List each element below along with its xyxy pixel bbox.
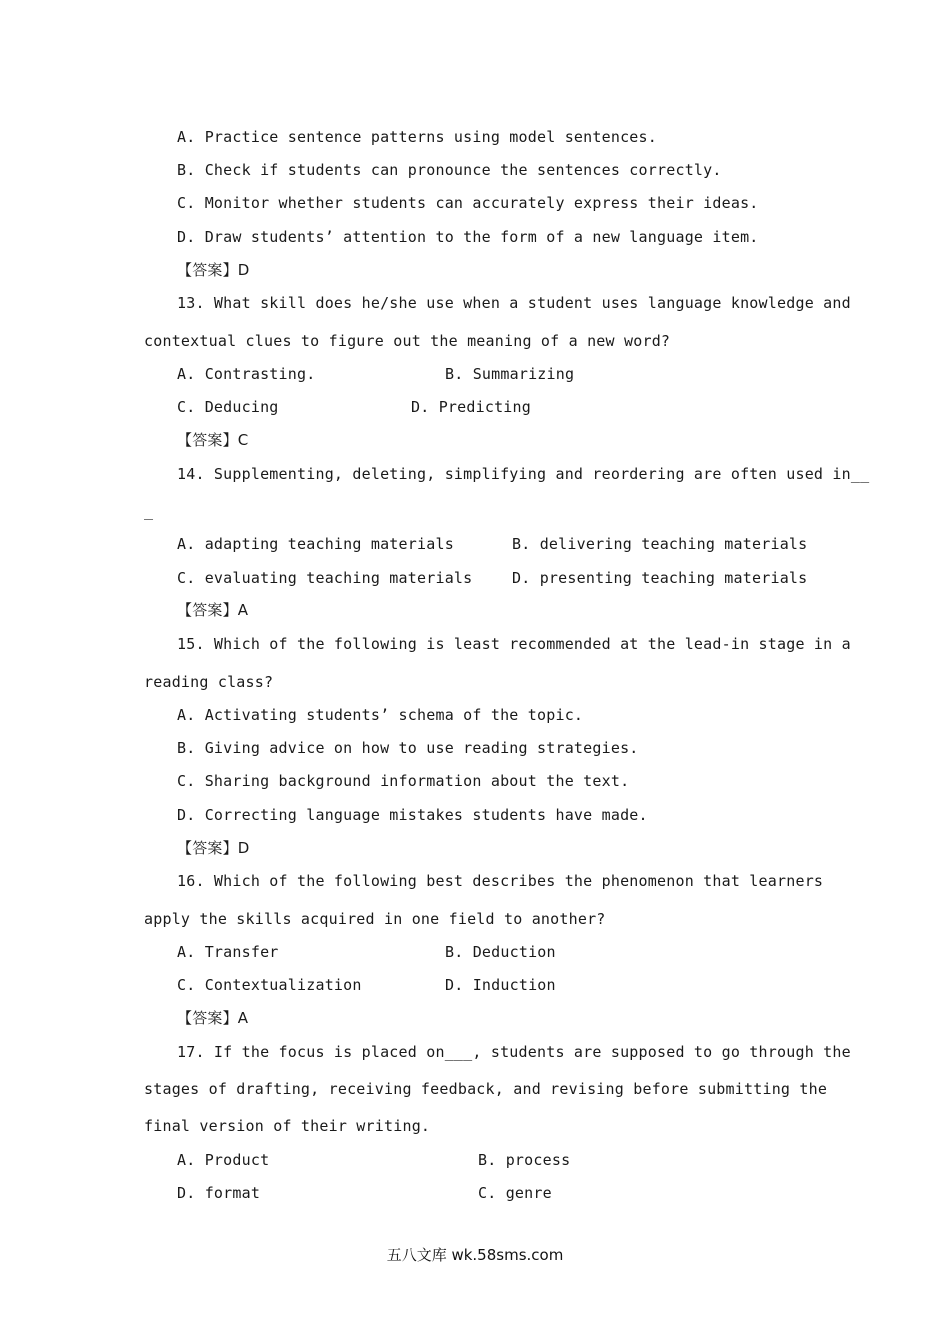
q17-stem-line3: final version of their writing. bbox=[144, 1117, 431, 1135]
q15-option-a: A. Activating students’ schema of the topic. bbox=[177, 706, 584, 724]
q15-option-c: C. Sharing background information about the text. bbox=[177, 772, 630, 790]
q15-stem-line2: reading class? bbox=[144, 673, 274, 691]
q15-answer: 【答案】D bbox=[177, 839, 250, 857]
q17-stem-line2: stages of drafting, receiving feedback, and revising before submitting the bbox=[144, 1080, 828, 1098]
q16-stem-line1: 16. Which of the following best describes the phenomenon that learners bbox=[177, 872, 824, 890]
q12-option-d: D. Draw students’ attention to the form of a new language item. bbox=[177, 228, 759, 246]
q13-option-b: B. Summarizing bbox=[445, 365, 575, 383]
q17-option-b: B. process bbox=[478, 1151, 571, 1169]
q13-option-c: C. Deducing bbox=[177, 398, 279, 416]
q16-stem-line2: apply the skills acquired in one field to another? bbox=[144, 910, 606, 928]
q12-option-c: C. Monitor whether students can accurately express their ideas. bbox=[177, 194, 759, 212]
page-footer: 五八文库 wk.58sms.com bbox=[386, 1246, 564, 1264]
q16-answer: 【答案】A bbox=[177, 1009, 249, 1027]
q15-option-d: D. Correcting language mistakes students have made. bbox=[177, 806, 648, 824]
q13-option-d: D. Predicting bbox=[411, 398, 531, 416]
q17-stem-line1: 17. If the focus is placed on___, students are supposed to go through the bbox=[177, 1043, 851, 1061]
q14-stem-line1: 14. Supplementing, deleting, simplifying and reordering are often used in__ bbox=[177, 465, 870, 483]
q15-option-b: B. Giving advice on how to use reading strategies. bbox=[177, 739, 639, 757]
q13-answer: 【答案】C bbox=[177, 431, 249, 449]
q16-option-c: C. Contextualization bbox=[177, 976, 362, 994]
q13-stem-line2: contextual clues to figure out the meaning of a new word? bbox=[144, 332, 671, 350]
q14-option-b: B. delivering teaching materials bbox=[512, 535, 808, 553]
q16-option-d: D. Induction bbox=[445, 976, 556, 994]
q16-option-a: A. Transfer bbox=[177, 943, 279, 961]
q13-stem-line1: 13. What skill does he/she use when a student uses language knowledge and bbox=[177, 294, 851, 312]
q14-option-d: D. presenting teaching materials bbox=[512, 569, 808, 587]
q13-option-a: A. Contrasting. bbox=[177, 365, 316, 383]
q12-option-b: B. Check if students can pronounce the sentences correctly. bbox=[177, 161, 722, 179]
q17-option-c: C. genre bbox=[478, 1184, 552, 1202]
q14-stem-line2: _ bbox=[144, 502, 154, 520]
q14-option-a: A. adapting teaching materials bbox=[177, 535, 454, 553]
q17-option-d: D. format bbox=[177, 1184, 261, 1202]
q16-option-b: B. Deduction bbox=[445, 943, 556, 961]
q12-answer: 【答案】D bbox=[177, 261, 250, 279]
q14-answer: 【答案】A bbox=[177, 601, 249, 619]
q15-stem-line1: 15. Which of the following is least recommended at the lead-in stage in a bbox=[177, 635, 851, 653]
q14-option-c: C. evaluating teaching materials bbox=[177, 569, 473, 587]
q12-option-a: A. Practice sentence patterns using model sentences. bbox=[177, 128, 657, 146]
q17-option-a: A. Product bbox=[177, 1151, 270, 1169]
